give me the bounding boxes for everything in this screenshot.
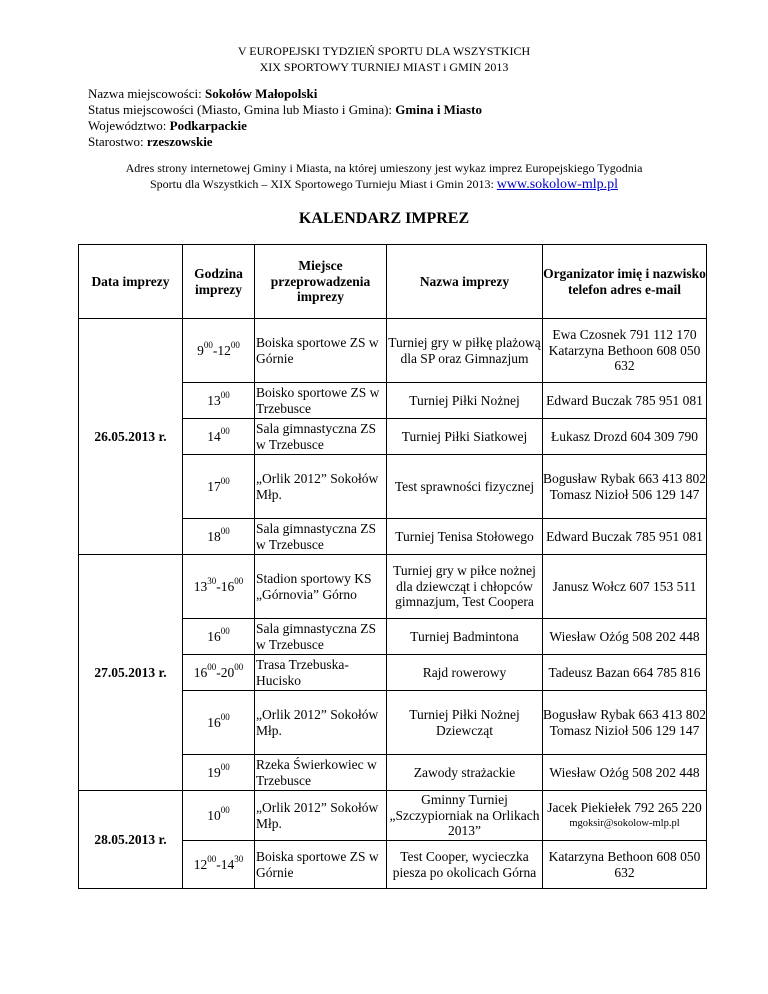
address-line-1: Adres strony internetowej Gminy i Miasta, na której umieszony jest wykaz imprez Europejskiego Tygodnia — [125, 161, 643, 175]
event-cell: Turniej Piłki Nożnej Dziewcząt — [387, 691, 543, 755]
header-date: Data imprezy — [79, 245, 183, 319]
date-cell-2: 27.05.2013 r. — [79, 555, 183, 791]
calendar-title: KALENDARZ IMPREZ — [298, 210, 470, 227]
place-cell: Rzeka Świerkowiec w Trzebusce — [255, 755, 387, 791]
time-cell: $10^{00}$ — [183, 791, 255, 841]
table-row — [79, 555, 707, 619]
organizer-cell: Tadeusz Bazan 664 785 816 — [543, 655, 707, 691]
event-cell: Turniej Piłki Siatkowej — [387, 419, 543, 455]
header-line-2: XIX SPORTOWY TURNIEJ MIAST i GMIN 2013 — [259, 60, 509, 74]
table-header-row — [79, 245, 707, 319]
time-cell: $13^{00}$ — [183, 383, 255, 419]
place-cell: Boiska sportowe ZS w Górnie — [255, 319, 387, 383]
event-cell: Turniej gry w piłce nożnej dla dziewcząt i chłopców gimnazjum, Test Coopera — [387, 555, 543, 619]
place-cell: „Orlik 2012” Sokołów Młp. — [255, 791, 387, 841]
header-line-1: V EUROPEJSKI TYDZIEŃ SPORTU DLA WSZYSTKICH — [237, 44, 531, 58]
organizer-cell: Ewa Czosnek 791 112 170 Katarzyna Bethoon 608 050 632 — [543, 319, 707, 383]
name-value: Sokołów Małopolski — [204, 86, 318, 101]
place-cell: „Orlik 2012” Sokołów Młp. — [255, 455, 387, 519]
locality-info — [88, 86, 482, 150]
time-cell: $9^{00}-12^{00}$ — [183, 319, 255, 383]
place-cell: Boiska sportowe ZS w Górnie — [255, 841, 387, 889]
organizer-cell: Wiesław Ożóg 508 202 448 — [543, 619, 707, 655]
event-cell: Turniej Tenisa Stołowego — [387, 519, 543, 555]
voivodeship-value: Podkarpackie — [169, 118, 247, 133]
events-table — [78, 244, 707, 889]
header-time: Godzina imprezy — [183, 245, 255, 319]
place-cell: „Orlik 2012” Sokołów Młp. — [255, 691, 387, 755]
event-cell: Zawody strażackie — [387, 755, 543, 791]
status-label: Status miejscowości (Miasto, Gmina lub Miasto i Gmina): — [88, 102, 396, 117]
event-cell: Test Cooper, wycieczka piesza po okolicach Górna — [387, 841, 543, 889]
time-cell: $16^{00}$ — [183, 619, 255, 655]
event-cell: Rajd rowerowy — [387, 655, 543, 691]
place-cell: Sala gimnastyczna ZS w Trzebusce — [255, 419, 387, 455]
place-cell: Sala gimnastyczna ZS w Trzebusce — [255, 619, 387, 655]
county-label: Starostwo: — [88, 134, 147, 149]
organizer-cell: Edward Buczak 785 951 081 — [543, 519, 707, 555]
table-row — [79, 319, 707, 383]
organizer-cell: Janusz Wołcz 607 153 511 — [543, 555, 707, 619]
time-cell: $12^{00}-14^{30}$ — [183, 841, 255, 889]
status-value: Gmina i Miasto — [395, 102, 482, 117]
organizer-cell: Jacek Piekiełek 792 265 220 mgoksir@sokolow-mlp.pl — [543, 791, 707, 841]
time-cell: $16^{00}$ — [183, 691, 255, 755]
place-cell: Boisko sportowe ZS w Trzebusce — [255, 383, 387, 419]
time-cell: $17^{00}$ — [183, 455, 255, 519]
event-cell: Turniej gry w piłkę plażową dla SP oraz Gimnazjum — [387, 319, 543, 383]
organizer-cell: Katarzyna Bethoon 608 050 632 — [543, 841, 707, 889]
organizer-cell: Łukasz Drozd 604 309 790 — [543, 419, 707, 455]
event-cell: Turniej Piłki Nożnej — [387, 383, 543, 419]
county-value: rzeszowskie — [146, 134, 213, 149]
address-note — [0, 160, 768, 193]
date-cell-1: 26.05.2013 r. — [79, 319, 183, 555]
time-cell: $14^{00}$ — [183, 419, 255, 455]
time-cell: $16^{00}-20^{00}$ — [183, 655, 255, 691]
organizer-cell: Wiesław Ożóg 508 202 448 — [543, 755, 707, 791]
time-cell: $19^{00}$ — [183, 755, 255, 791]
place-cell: Stadion sportowy KS „Górnovia” Górno — [255, 555, 387, 619]
header-place: Miejsce przeprowadzenia imprezy — [255, 245, 387, 319]
place-cell: Sala gimnastyczna ZS w Trzebusce — [255, 519, 387, 555]
event-cell: Turniej Badmintona — [387, 619, 543, 655]
voivodeship-label: Województwo: — [88, 118, 170, 133]
address-line-2: Sportu dla Wszystkich – XIX Sportowego Turnieju Miast i Gmin 2013: — [150, 177, 497, 191]
organizer-cell: Edward Buczak 785 951 081 — [543, 383, 707, 419]
place-cell: Trasa Trzebuska-Hucisko — [255, 655, 387, 691]
time-cell: $13^{30}-16^{00}$ — [183, 555, 255, 619]
website-link[interactable]: www.sokolow-mlp.pl — [496, 177, 618, 192]
date-cell-3: 28.05.2013 r. — [79, 791, 183, 889]
organizer-cell: Bogusław Rybak 663 413 802 Tomasz Nizioł 506 129 147 — [543, 455, 707, 519]
header-event: Nazwa imprezy — [387, 245, 543, 319]
event-cell: Test sprawności fizycznej — [387, 455, 543, 519]
organizer-cell: Bogusław Rybak 663 413 802 Tomasz Nizioł 506 129 147 — [543, 691, 707, 755]
name-label: Nazwa miejscowości: — [88, 86, 205, 101]
time-cell: $18^{00}$ — [183, 519, 255, 555]
organizer-email: mgoksir@sokolow-mlp.pl — [569, 817, 680, 829]
table-row — [79, 791, 707, 841]
header-organizer: Organizator imię i nazwisko telefon adres e-mail — [543, 245, 707, 319]
event-cell: Gminny Turniej „Szczypiorniak na Orlikach 2013” — [387, 791, 543, 841]
